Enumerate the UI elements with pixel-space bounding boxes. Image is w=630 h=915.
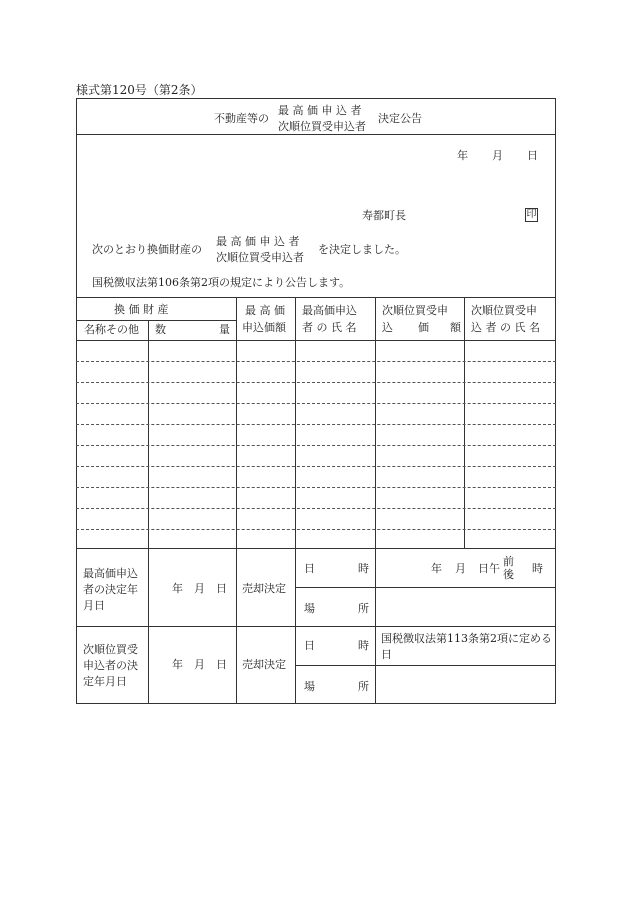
header-line2: 次順位買受申込者	[278, 120, 366, 133]
body-prefix: 次のとおり換価財産の	[92, 243, 202, 256]
table-row	[76, 466, 556, 467]
table-row	[76, 529, 556, 530]
table-row	[76, 487, 556, 488]
divider	[295, 665, 556, 666]
highest-decision-label: 最高価申込者の決定年月日	[83, 567, 138, 612]
divider	[76, 320, 236, 321]
header-prefix: 不動産等の	[214, 112, 269, 125]
col-header-qty-a: 数	[155, 323, 166, 336]
datetime-label-b: 時	[358, 562, 369, 575]
legal-basis: 国税徴収法第106条第2項の規定により公告します。	[92, 276, 351, 289]
table-row	[76, 508, 556, 509]
pm-label: 後	[503, 568, 514, 581]
col-header-qty-b: 量	[219, 323, 230, 336]
col-header-property: 換 価 財 産	[114, 303, 169, 316]
col-header-highest-price-2: 申込価額	[242, 321, 286, 334]
table-row	[76, 445, 556, 446]
header-line1: 最 高 価 申 込 者	[278, 104, 362, 117]
col-header-highest-name-2: 者 の 氏 名	[302, 321, 357, 334]
col-header-next-name-1: 次順位買受申	[471, 304, 537, 317]
datetime-month: 月	[455, 562, 466, 575]
datetime-label-b: 時	[358, 639, 369, 652]
header-suffix: 決定公告	[378, 112, 422, 125]
col-line	[148, 320, 149, 548]
divider	[76, 626, 556, 627]
next-sale-decision: 売却決定	[242, 658, 286, 671]
next-decision-date: 年 月 日	[172, 658, 227, 671]
date-day: 日	[527, 149, 538, 162]
body-line2: 次順位買受申込者	[216, 251, 304, 264]
datetime-label-a: 日	[304, 639, 315, 652]
col-header-next-name-2: 込 者 の 氏 名	[471, 321, 540, 334]
col-header-next-price-2c: 額	[450, 321, 461, 334]
next-decision-label: 次順位買受申込者の決定年月日	[83, 643, 138, 688]
col-line	[236, 297, 237, 548]
col-header-name: 名称その他	[84, 323, 139, 336]
table-row	[76, 424, 556, 425]
date-year: 年	[457, 149, 468, 162]
divider	[76, 340, 556, 341]
body-line1: 最 高 価 申 込 者	[216, 235, 300, 248]
body-suffix: を決定しました。	[318, 243, 406, 256]
datetime-day: 日午	[478, 562, 500, 575]
divider	[295, 587, 556, 588]
datetime-year: 年	[431, 562, 442, 575]
table-row	[76, 403, 556, 404]
highest-decision-date: 年 月 日	[172, 582, 227, 595]
table-row	[76, 361, 556, 362]
form-number: 様式第120号（第2条）	[76, 83, 203, 97]
seal-mark: 印	[526, 209, 537, 220]
divider	[76, 297, 556, 298]
col-header-highest-name-1: 最高価申込	[302, 304, 357, 317]
issuer: 寿都町長	[362, 209, 406, 222]
divider	[76, 134, 556, 135]
table-row	[76, 382, 556, 383]
col-header-next-price-2a: 込	[382, 321, 393, 334]
col-header-next-price-2b: 価	[418, 321, 429, 334]
col-header-highest-price-1: 最 高 価	[245, 304, 285, 317]
datetime-label-a: 日	[304, 562, 315, 575]
place-label-b: 所	[358, 680, 369, 693]
place-label-a: 場	[304, 602, 315, 615]
date-month: 月	[492, 149, 503, 162]
place-label-b: 所	[358, 602, 369, 615]
place-label-a: 場	[304, 680, 315, 693]
col-header-next-price-1: 次順位買受申	[382, 304, 448, 317]
col-line	[295, 297, 296, 548]
col-line	[375, 297, 376, 548]
highest-sale-decision: 売却決定	[242, 582, 286, 595]
next-datetime-value: 国税徴収法第113条第2項に定める日	[381, 632, 552, 661]
col-line	[464, 297, 465, 548]
am-label: 前	[503, 555, 514, 568]
datetime-hour: 時	[532, 562, 543, 575]
